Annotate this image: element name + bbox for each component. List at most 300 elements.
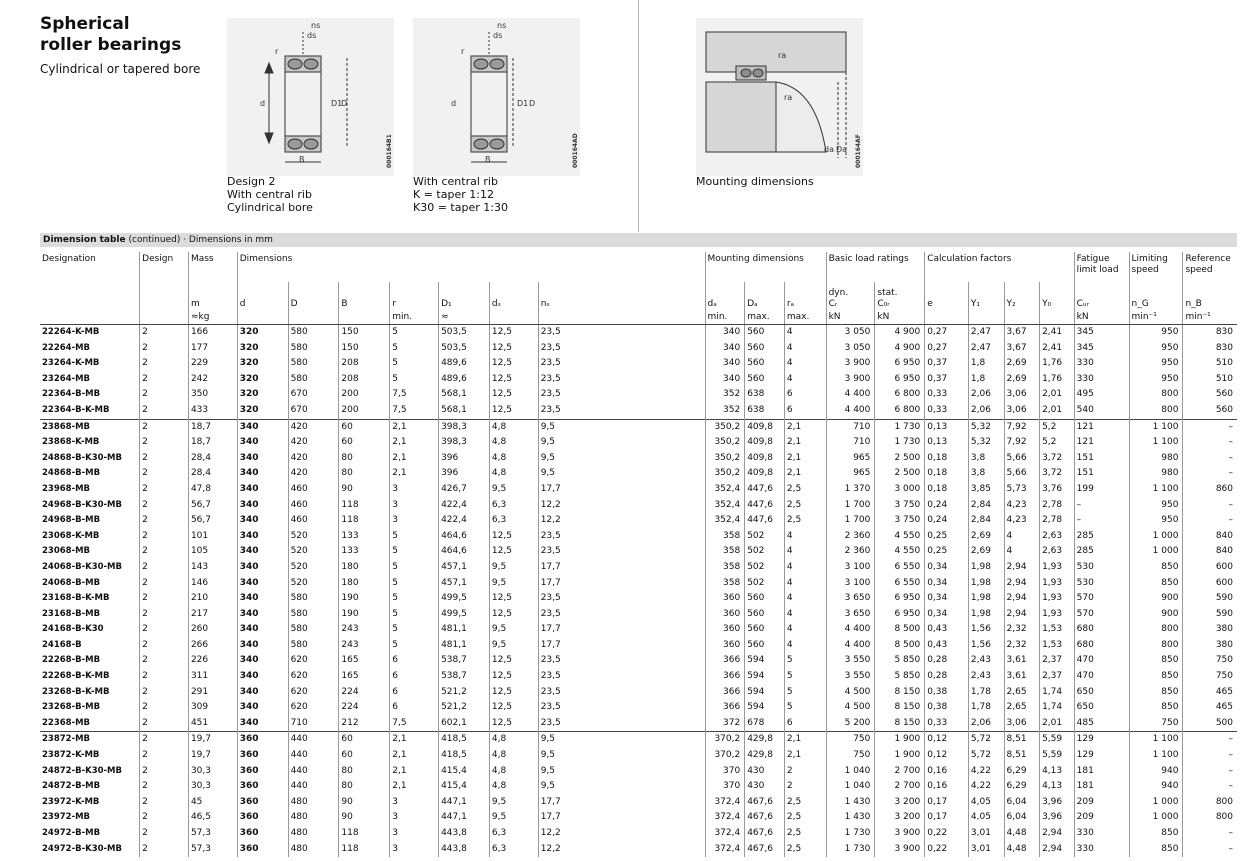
label-ra-top: ra <box>778 51 787 60</box>
table-cell: 9,5 <box>538 419 705 435</box>
table-cell: 2 700 <box>875 779 925 795</box>
table-cell: 560 <box>745 622 785 638</box>
table-cell: 6,29 <box>1004 764 1040 780</box>
table-row <box>40 700 1237 716</box>
table-cell: 4 900 <box>875 325 925 341</box>
label-r: r <box>275 47 279 56</box>
table-cell: 12,5 <box>489 325 538 341</box>
table-cell: 8,51 <box>1004 732 1040 748</box>
table-cell: 510 <box>1183 356 1237 372</box>
table-cell: 340 <box>705 341 745 357</box>
table-cell: 2,1 <box>390 435 439 451</box>
table-cell: 370 <box>705 764 745 780</box>
table-cell: 8 150 <box>875 685 925 701</box>
table-cell: 800 <box>1129 387 1183 403</box>
table-header-units <box>40 310 1237 325</box>
table-cell: 6 550 <box>875 576 925 592</box>
table-row <box>40 669 1237 685</box>
table-cell: 209 <box>1074 810 1129 826</box>
caption-line: K = taper 1:12 <box>413 188 494 201</box>
table-cell: 2 <box>140 498 189 514</box>
table-cell: 560 <box>745 591 785 607</box>
unit-D1: ≈ <box>439 310 490 325</box>
table-cell: 2,1 <box>784 451 826 467</box>
table-cell: 1,93 <box>1040 576 1075 592</box>
table-row <box>40 513 1237 529</box>
table-cell: 4,8 <box>489 435 538 451</box>
table-cell: 2,63 <box>1040 544 1075 560</box>
table-cell: 1,53 <box>1040 638 1075 654</box>
table-cell: 2,84 <box>968 498 1004 514</box>
table-cell: 2 <box>140 513 189 529</box>
table-cell: 358 <box>705 529 745 545</box>
table-cell: 5 200 <box>826 716 875 732</box>
table-cell: 0,28 <box>925 653 969 669</box>
table-cell: 2,1 <box>390 451 439 467</box>
table-cell: 1,98 <box>968 591 1004 607</box>
table-cell: 850 <box>1129 653 1183 669</box>
table-cell: 4 <box>784 341 826 357</box>
table-cell: 0,37 <box>925 372 969 388</box>
table-cell: 17,7 <box>538 560 705 576</box>
table-cell: 90 <box>339 482 390 498</box>
table-cell: 2 <box>140 622 189 638</box>
table-cell: 4,8 <box>489 748 538 764</box>
sym-e: e <box>925 282 969 310</box>
table-cell: 165 <box>339 653 390 669</box>
label-Da: Da <box>836 145 848 154</box>
table-cell: 360 <box>705 622 745 638</box>
table-cell: 12,5 <box>489 700 538 716</box>
table-cell: 2,1 <box>390 419 439 435</box>
table-cell: 46,5 <box>188 810 237 826</box>
table-cell: 4 <box>784 560 826 576</box>
table-cell: 480 <box>288 810 339 826</box>
table-cell: 2 <box>140 826 189 842</box>
table-cell: 5 <box>390 591 439 607</box>
designation-cell: 23264-K-MB <box>42 358 100 369</box>
table-cell: 3,01 <box>968 842 1004 858</box>
table-cell: 0,33 <box>925 387 969 403</box>
table-cell: 500 <box>1183 716 1237 732</box>
mounting-dimensions-diagram <box>696 18 863 176</box>
designation-cell: 24168-B-K30 <box>42 624 104 635</box>
table-cell: 415,4 <box>439 779 490 795</box>
table-cell: 1,98 <box>968 607 1004 623</box>
table-cell: 23,5 <box>538 403 705 419</box>
table-cell: 430 <box>745 779 785 795</box>
table-cell: 3,72 <box>1040 451 1075 467</box>
label-ds: ds <box>307 31 317 40</box>
table-cell: 0,27 <box>925 325 969 341</box>
table-cell: 0,17 <box>925 810 969 826</box>
table-cell: 850 <box>1129 842 1183 858</box>
table-cell: 366 <box>705 669 745 685</box>
table-cell: 23,5 <box>538 591 705 607</box>
sym-Y2: Y₂ <box>1004 282 1040 310</box>
designation-cell: 22264-K-MB <box>42 327 100 337</box>
table-cell: 340 <box>705 372 745 388</box>
table-cell: 19,7 <box>188 732 237 748</box>
table-cell: 360 <box>705 607 745 623</box>
table-cell: 5,66 <box>1004 451 1040 467</box>
designation-cell: 23068-MB <box>42 546 91 557</box>
table-row <box>40 356 1237 372</box>
table-cell: 4 550 <box>875 544 925 560</box>
table-cell: 2 <box>140 325 189 341</box>
table-row <box>40 779 1237 795</box>
designation-cell: 22268-B-MB <box>42 655 101 666</box>
table-cell: 3,96 <box>1040 810 1075 826</box>
table-cell: 12,2 <box>538 513 705 529</box>
table-cell: 6 <box>390 685 439 701</box>
table-cell: 5 <box>390 560 439 576</box>
table-cell: 5 <box>390 607 439 623</box>
table-cell: 3 750 <box>875 513 925 529</box>
table-row <box>40 466 1237 482</box>
table-cell: 360 <box>237 842 288 858</box>
table-cell: 4,8 <box>489 451 538 467</box>
table-cell: 311 <box>188 669 237 685</box>
table-cell: 358 <box>705 576 745 592</box>
table-cell: 18,7 <box>188 435 237 451</box>
table-cell: 638 <box>745 403 785 419</box>
table-cell: 503,5 <box>439 325 490 341</box>
table-cell: 2 360 <box>826 544 875 560</box>
table-cell: 17,7 <box>538 795 705 811</box>
table-cell: 1 430 <box>826 810 875 826</box>
table-cell: 7,5 <box>390 403 439 419</box>
sym-nG: n_G <box>1129 282 1183 310</box>
table-cell: 580 <box>288 638 339 654</box>
table-cell: 3 050 <box>826 325 875 341</box>
table-cell: 680 <box>1074 622 1129 638</box>
table-cell: 242 <box>188 372 237 388</box>
label-B: B <box>299 155 305 164</box>
table-cell: 6,3 <box>489 498 538 514</box>
table-cell: 309 <box>188 700 237 716</box>
table-cell: 3 <box>390 842 439 858</box>
table-cell: 4 <box>784 325 826 341</box>
table-cell: 850 <box>1129 669 1183 685</box>
table-cell: 23,5 <box>538 685 705 701</box>
table-cell: 57,3 <box>188 826 237 842</box>
table-cell: 150 <box>339 325 390 341</box>
table-cell: 1 100 <box>1129 482 1183 498</box>
figure-code: 000164B1 <box>386 134 393 168</box>
table-cell: 320 <box>237 325 288 341</box>
sym-C0r: C₀ᵣ <box>877 299 890 309</box>
table-cell: 4 400 <box>826 638 875 654</box>
caption-line: Design 2 <box>227 175 276 188</box>
table-cell: 208 <box>339 356 390 372</box>
label-r: r <box>461 47 465 56</box>
table-cell: 5 <box>390 576 439 592</box>
table-cell: 4,05 <box>968 810 1004 826</box>
table-cell: 447,6 <box>745 482 785 498</box>
table-cell: 965 <box>826 466 875 482</box>
table-cell: 12,5 <box>489 341 538 357</box>
table-cell: 1 000 <box>1129 544 1183 560</box>
table-cell: 129 <box>1074 732 1129 748</box>
table-cell: 2,5 <box>784 842 826 858</box>
table-cell: 3,8 <box>968 466 1004 482</box>
table-cell: 340 <box>237 622 288 638</box>
table-cell: 850 <box>1129 826 1183 842</box>
header-load-ratings: Basic load ratings <box>826 252 925 282</box>
table-cell: 950 <box>1129 356 1183 372</box>
designation-cell: 24972-B-K30-MB <box>42 843 122 854</box>
table-row <box>40 403 1237 419</box>
table-cell: 330 <box>1074 826 1129 842</box>
table-cell: 3 050 <box>826 341 875 357</box>
table-cell: 372,4 <box>705 795 745 811</box>
table-cell: 151 <box>1074 451 1129 467</box>
table-cell: 2,69 <box>968 544 1004 560</box>
table-cell: 2 <box>140 482 189 498</box>
table-cell: 440 <box>288 779 339 795</box>
table-row <box>40 685 1237 701</box>
table-cell: – <box>1074 513 1129 529</box>
table-cell: 600 <box>1183 576 1237 592</box>
table-cell: 5,32 <box>968 419 1004 435</box>
table-cell: 1,98 <box>968 576 1004 592</box>
table-cell: 1 370 <box>826 482 875 498</box>
dimension-table-grid <box>40 252 1237 857</box>
table-cell: 4,23 <box>1004 498 1040 514</box>
table-cell: 4 <box>784 622 826 638</box>
table-cell: 8 500 <box>875 622 925 638</box>
table-cell: – <box>1183 435 1237 451</box>
table-cell: 3,06 <box>1004 387 1040 403</box>
table-cell: 12,5 <box>489 591 538 607</box>
table-cell: 121 <box>1074 419 1129 435</box>
table-cell: 118 <box>339 826 390 842</box>
table-cell: 23,5 <box>538 529 705 545</box>
caption-line: Cylindrical bore <box>227 201 313 214</box>
table-cell: 600 <box>1183 560 1237 576</box>
table-cell: 422,4 <box>439 498 490 514</box>
label-d: d <box>451 99 457 108</box>
table-row <box>40 544 1237 560</box>
table-cell: 340 <box>237 560 288 576</box>
sym-d: d <box>237 282 288 310</box>
table-cell: 464,6 <box>439 544 490 560</box>
table-cell: 23,5 <box>538 387 705 403</box>
table-cell: 6 950 <box>875 372 925 388</box>
table-cell: 12,5 <box>489 685 538 701</box>
unit-nB: min⁻¹ <box>1183 310 1237 325</box>
sym-Da: Dₐ <box>745 282 785 310</box>
table-cell: 2 <box>140 685 189 701</box>
table-cell: 352,4 <box>705 498 745 514</box>
table-cell: 340 <box>237 716 288 732</box>
table-cell: 2,06 <box>968 716 1004 732</box>
table-cell: 510 <box>1183 372 1237 388</box>
table-cell: 291 <box>188 685 237 701</box>
table-cell: 212 <box>339 716 390 732</box>
table-cell: 409,8 <box>745 451 785 467</box>
table-cell: 0,34 <box>925 576 969 592</box>
table-cell: 800 <box>1129 622 1183 638</box>
table-cell: 2 <box>140 716 189 732</box>
table-cell: 6,3 <box>489 842 538 858</box>
table-cell: 1,74 <box>1040 685 1075 701</box>
table-cell: 409,8 <box>745 435 785 451</box>
table-cell: 502 <box>745 544 785 560</box>
table-cell: 372,4 <box>705 826 745 842</box>
table-cell: 2 <box>140 607 189 623</box>
unit-nG: min⁻¹ <box>1129 310 1183 325</box>
table-cell: 243 <box>339 638 390 654</box>
table-cell: – <box>1183 498 1237 514</box>
table-cell: 7,92 <box>1004 419 1040 435</box>
table-cell: 4 <box>784 529 826 545</box>
table-cell: 340 <box>237 591 288 607</box>
table-cell: 358 <box>705 544 745 560</box>
table-cell: 950 <box>1129 498 1183 514</box>
table-cell: 950 <box>1129 513 1183 529</box>
sym-Y0: Y₀ <box>1040 282 1075 310</box>
table-header-groups <box>40 252 1237 282</box>
label-ra-bottom: ra <box>784 93 793 102</box>
table-cell: 4 <box>1004 529 1040 545</box>
table-cell: 4 <box>784 372 826 388</box>
table-cell: 485 <box>1074 716 1129 732</box>
figure-code: 000164AD <box>572 133 579 168</box>
table-cell: 2 500 <box>875 451 925 467</box>
table-cell: 2,5 <box>784 826 826 842</box>
table-cell: 620 <box>288 653 339 669</box>
table-cell: 465 <box>1183 685 1237 701</box>
table-cell: 4,13 <box>1040 779 1075 795</box>
table-cell: 6 950 <box>875 356 925 372</box>
header-mass: Mass <box>188 252 237 282</box>
table-cell: 2 <box>140 669 189 685</box>
table-cell: 457,1 <box>439 560 490 576</box>
designation-cell: 23968-MB <box>42 483 91 494</box>
mounting-drawing <box>696 18 863 176</box>
sym-nB: n_B <box>1183 282 1237 310</box>
table-cell: 481,1 <box>439 638 490 654</box>
table-cell: 840 <box>1183 544 1237 560</box>
table-cell: 1,76 <box>1040 372 1075 388</box>
table-cell: 285 <box>1074 544 1129 560</box>
table-cell: 840 <box>1183 529 1237 545</box>
table-cell: 2,94 <box>1040 826 1075 842</box>
table-cell: 480 <box>288 842 339 858</box>
table-cell: 358 <box>705 560 745 576</box>
table-cell: 502 <box>745 560 785 576</box>
table-cell: 6 <box>784 387 826 403</box>
table-cell: 340 <box>237 435 288 451</box>
table-cell: 620 <box>288 700 339 716</box>
table-cell: 3 <box>390 513 439 529</box>
table-cell: 18,7 <box>188 419 237 435</box>
table-cell: 9,5 <box>489 576 538 592</box>
sym-dyn <box>826 282 875 310</box>
designation-cell: 24068-B-MB <box>42 577 101 588</box>
designation-cell: 24868-B-K30-MB <box>42 452 122 463</box>
table-row <box>40 748 1237 764</box>
table-cell: 0,28 <box>925 669 969 685</box>
table-cell: 580 <box>288 622 339 638</box>
table-cell: 900 <box>1129 607 1183 623</box>
table-cell: 2,32 <box>1004 638 1040 654</box>
table-cell: 2 <box>140 341 189 357</box>
table-cell: 0,22 <box>925 842 969 858</box>
table-cell: 17,7 <box>538 622 705 638</box>
table-cell: 360 <box>237 795 288 811</box>
table-cell: 340 <box>237 529 288 545</box>
table-cell: 2 <box>140 591 189 607</box>
table-cell: 12,5 <box>489 653 538 669</box>
table-cell: 850 <box>1129 576 1183 592</box>
table-cell: 19,7 <box>188 748 237 764</box>
table-cell: 2,37 <box>1040 653 1075 669</box>
table-cell: 2,1 <box>784 466 826 482</box>
sym-stat-label: stat. <box>877 288 898 298</box>
table-cell: – <box>1183 419 1237 435</box>
table-cell: 540 <box>1074 403 1129 419</box>
table-cell: 6 <box>784 403 826 419</box>
table-row <box>40 387 1237 403</box>
table-cell: 460 <box>288 498 339 514</box>
table-cell: 447,6 <box>745 513 785 529</box>
table-cell: 5,32 <box>968 435 1004 451</box>
table-cell: 2 <box>140 653 189 669</box>
table-cell: 260 <box>188 622 237 638</box>
table-cell: 2,47 <box>968 325 1004 341</box>
table-cell: 0,37 <box>925 356 969 372</box>
table-cell: 12,5 <box>489 669 538 685</box>
label-d: d <box>260 99 266 108</box>
table-cell: 0,43 <box>925 638 969 654</box>
table-cell: 1 040 <box>826 764 875 780</box>
table-cell: 1,53 <box>1040 622 1075 638</box>
table-cell: 3 900 <box>875 842 925 858</box>
header-design: Design <box>140 252 189 282</box>
table-cell: 12,5 <box>489 356 538 372</box>
table-cell: – <box>1074 498 1129 514</box>
designation-cell: 24968-B-MB <box>42 515 101 526</box>
table-cell: 360 <box>237 764 288 780</box>
table-cell: 1,56 <box>968 622 1004 638</box>
table-cell: 6 550 <box>875 560 925 576</box>
table-cell: 3,67 <box>1004 325 1040 341</box>
table-cell: 440 <box>288 732 339 748</box>
table-cell: 965 <box>826 451 875 467</box>
table-cell: 6 <box>784 716 826 732</box>
table-cell: 360 <box>237 826 288 842</box>
table-cell: 2 <box>140 842 189 858</box>
dimension-table <box>40 252 1237 857</box>
table-cell: 3,61 <box>1004 669 1040 685</box>
table-cell: 12,5 <box>489 403 538 419</box>
page-subtitle: Cylindrical or tapered bore <box>40 62 201 76</box>
table-cell: 350,2 <box>705 435 745 451</box>
table-cell: 0,18 <box>925 451 969 467</box>
table-cell: 850 <box>1129 560 1183 576</box>
table-cell: 150 <box>339 341 390 357</box>
caption-line: K30 = taper 1:30 <box>413 201 508 214</box>
table-cell: 447,6 <box>745 498 785 514</box>
table-cell: 0,25 <box>925 544 969 560</box>
table-cell: 340 <box>237 607 288 623</box>
table-cell: 6 950 <box>875 607 925 623</box>
table-cell: 8 150 <box>875 716 925 732</box>
designation-cell: 23268-B-MB <box>42 702 101 713</box>
